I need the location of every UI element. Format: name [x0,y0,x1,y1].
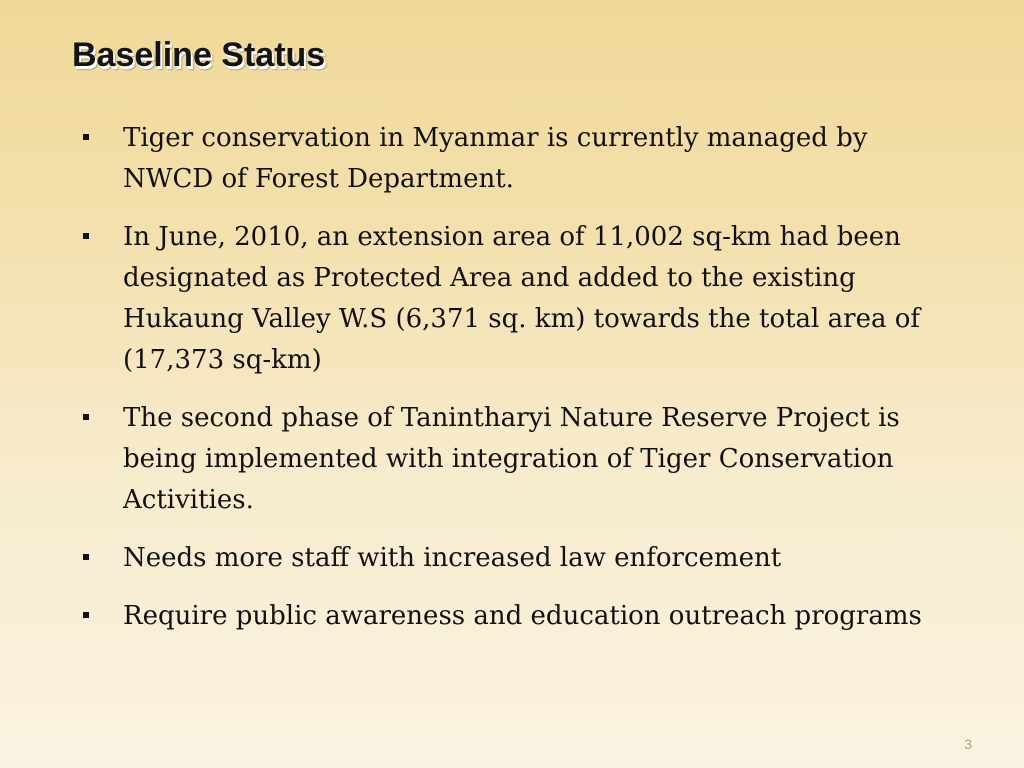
bullet-text: Require public awareness and education outreach programs [123,601,922,631]
bullet-text: Needs more staff with increased law enforcement [123,543,782,573]
square-bullet-icon [83,414,89,420]
bullet-item-5 [74,596,954,637]
bullet-item-4 [74,538,954,579]
bullet-text: In June, 2010, an extension area of 11,002 sq-km had been designated as Protected Area and added to the existing Hukaung Valley W.S (6,371 sq. km) towards the total area of (17,373 sq-km) [123,222,920,375]
bullet-item-2 [74,217,954,381]
square-bullet-icon [83,233,89,239]
bullet-text: The second phase of Tanintharyi Nature Reserve Project is being implemented with integration of Tiger Conservation Activities. [123,403,900,515]
slide-number: 3 [964,736,972,752]
square-bullet-icon [83,134,89,140]
bullet-item-1 [74,118,954,200]
bullet-item-3 [74,398,954,521]
square-bullet-icon [83,554,89,560]
slide-title: Baseline Status [72,36,326,74]
bullet-text: Tiger conservation in Myanmar is currently managed by NWCD of Forest Department. [123,123,868,194]
square-bullet-icon [83,612,89,618]
bullet-list [74,118,954,654]
